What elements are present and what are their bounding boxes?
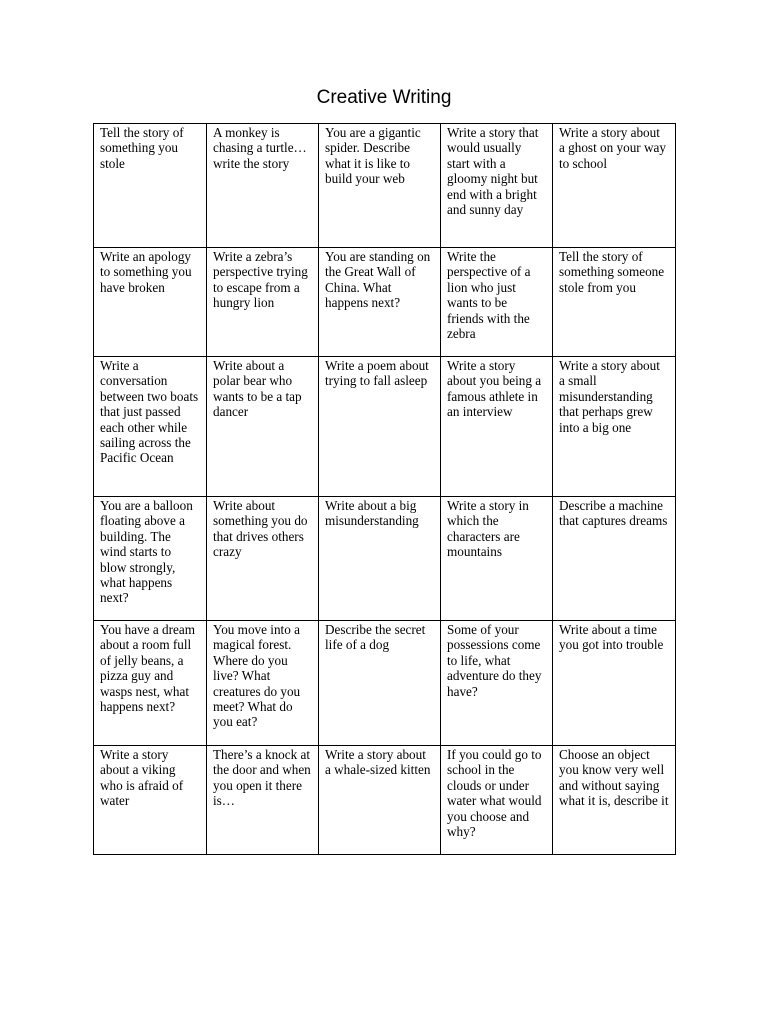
prompt-cell: Write about a big misunderstanding [319,497,441,621]
prompt-cell: Choose an object you know very well and without saying what it is, describe it [553,746,676,855]
prompt-cell: Some of your possessions come to life, what adventure do they have? [441,621,553,746]
prompt-cell: You have a dream about a room full of jelly beans, a pizza guy and wasps nest, what happens next? [94,621,207,746]
table-row [94,124,676,248]
page-title: Creative Writing [316,87,452,108]
prompt-cell: Write a poem about trying to fall asleep [319,357,441,497]
prompt-cell: Tell the story of something someone stole from you [553,248,676,357]
table-row [94,357,676,497]
prompt-cell: Write a story about a ghost on your way to school [553,124,676,248]
prompt-cell: Write about something you do that drives others crazy [207,497,319,621]
prompt-cell: You are standing on the Great Wall of China. What happens next? [319,248,441,357]
prompt-cell: Write a story that would usually start with a gloomy night but end with a bright and sunny day [441,124,553,248]
prompt-cell: Write a story about a viking who is afraid of water [94,746,207,855]
prompt-cell: There’s a knock at the door and when you open it there is… [207,746,319,855]
prompt-cell: If you could go to school in the clouds or under water what would you choose and why? [441,746,553,855]
prompt-cell: Write a story about you being a famous athlete in an interview [441,357,553,497]
prompt-cell: Write a story in which the characters are mountains [441,497,553,621]
prompt-cell: A monkey is chasing a turtle… write the story [207,124,319,248]
prompt-cell: Tell the story of something you stole [94,124,207,248]
prompt-cell: Write a conversation between two boats that just passed each other while sailing across the Pacific Ocean [94,357,207,497]
table-row [94,621,676,746]
prompt-cell: Write the perspective of a lion who just wants to be friends with the zebra [441,248,553,357]
table-row [94,746,676,855]
prompt-cell: You are a balloon floating above a building. The wind starts to blow strongly, what happens next? [94,497,207,621]
prompt-cell: Write a story about a small misunderstanding that perhaps grew into a big one [553,357,676,497]
table-row [94,497,676,621]
prompt-cell: Write about a time you got into trouble [553,621,676,746]
prompt-cell: Describe a machine that captures dreams [553,497,676,621]
prompt-cell: Describe the secret life of a dog [319,621,441,746]
prompt-cell: Write an apology to something you have broken [94,248,207,357]
prompt-cell: Write about a polar bear who wants to be a tap dancer [207,357,319,497]
table-row [94,248,676,357]
prompt-cell: Write a zebra’s perspective trying to escape from a hungry lion [207,248,319,357]
prompt-grid [93,123,676,855]
prompt-cell: You move into a magical forest. Where do you live? What creatures do you meet? What do you eat? [207,621,319,746]
prompt-cell: You are a gigantic spider. Describe what it is like to build your web [319,124,441,248]
prompt-cell: Write a story about a whale-sized kitten [319,746,441,855]
